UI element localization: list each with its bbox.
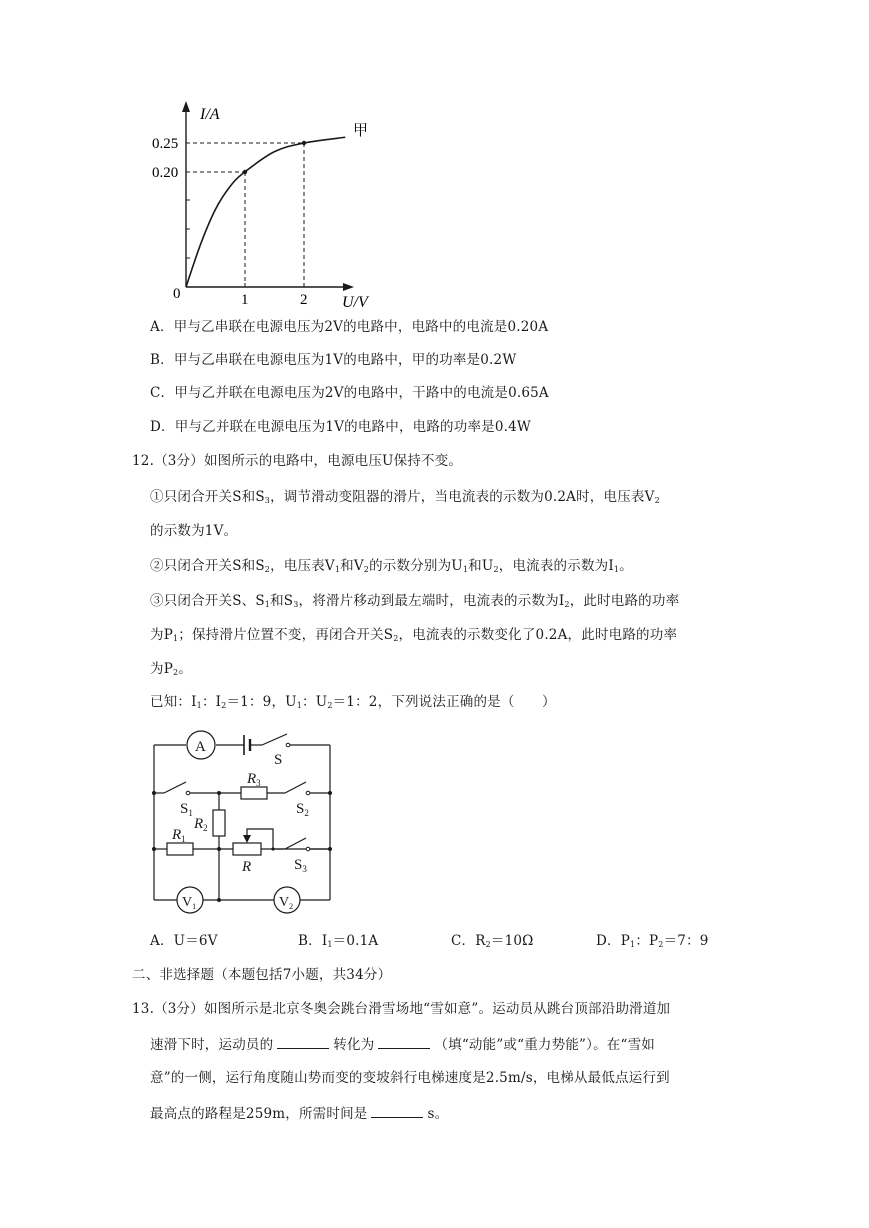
q12-option-c: C．$R_2=10\Omega$	[451, 933, 534, 949]
rheostat-slider-arrow	[243, 835, 251, 843]
curve-jia	[186, 137, 345, 287]
guide-lines	[186, 143, 304, 287]
q12-condition-1-line2: 的示数为1V。	[150, 523, 238, 539]
y-axis-arrow	[182, 101, 190, 112]
q12-stem: 12.（3分）如图所示的电路中，电源电压U保持不变。	[132, 453, 463, 469]
y-axis-label: I/A	[200, 106, 220, 123]
q12-known: 已知：$I_1$：$I_2=1$：9，$U_1$：$U_2=1$：2，下列说法正确的是（ ）	[150, 694, 556, 710]
switch-s-blade	[262, 734, 287, 745]
switch-s1-blade	[164, 782, 186, 793]
q13-blank-1[interactable]	[277, 1034, 329, 1049]
rheostat-label: R	[242, 859, 252, 875]
iu-graph	[0, 0, 869, 320]
x-tick-1: 1	[241, 292, 249, 308]
point-1v	[243, 170, 247, 174]
q11-option-b: B．甲与乙串联在电源电压为1V的电路中，甲的功率是0.2W	[150, 352, 517, 368]
q12-option-d: D．$P_1$：$P_2=7$：9	[596, 933, 709, 949]
r1-label: $R_1$	[172, 827, 186, 844]
q12-condition-3-line3: 为$P_2$。	[150, 661, 192, 677]
point-2v	[302, 141, 306, 145]
q12-option-b: B．$I_1=0.1A$	[298, 933, 379, 949]
curve-label: 甲	[353, 123, 369, 139]
resistor-r3	[241, 787, 267, 799]
x-axis-arrow	[343, 283, 354, 291]
q13-line2: 速滑下时，运动员的 转化为 （填“动能”或“重力势能”）。在“雪如	[150, 1034, 655, 1054]
ammeter-label: A	[195, 739, 206, 755]
q12-option-a: A．U＝6V	[150, 933, 218, 949]
q11-option-c: C．甲与乙并联在电源电压为2V的电路中，干路中的电流是0.65A	[150, 385, 549, 401]
q13-line1: 13.（3分）如图所示是北京冬奥会跳台滑雪场地“雪如意”。运动员从跳台顶部沿助滑道加	[132, 1001, 671, 1017]
origin-label: 0	[173, 286, 181, 302]
r3-label: $R_3$	[247, 771, 261, 788]
q13-line4: 最高点的路程是259m，所需时间是 s。	[150, 1103, 448, 1123]
circuit-diagram	[0, 725, 869, 945]
resistor-r1	[167, 843, 193, 855]
q12-condition-2: ②只闭合开关S和$S_2$，电压表$V_1$和$V_2$的示数分别为$U_1$和$U_2$，电流表的示数为$I_1$。	[150, 558, 633, 574]
q12-condition-3-line1: ③只闭合开关S、$S_1$和$S_3$，将滑片移动到最左端时，电流表的示数为$I_2$，此时电路的功率	[150, 593, 680, 609]
v2-label: $V_2$	[279, 895, 294, 911]
s3-label: $S_3$	[294, 857, 307, 874]
rheostat-slider	[247, 829, 273, 849]
s1-label: $S_1$	[180, 801, 193, 818]
q11-option-d: D．甲与乙并联在电源电压为1V的电路中，电路的功率是0.4W	[150, 419, 532, 435]
rheostat-r	[233, 843, 261, 855]
x-axis-label: U/V	[342, 294, 368, 311]
q13-line3: 意”的一侧，运行角度随山势而变的变坡斜行电梯速度是2.5m/s，电梯从最低点运行到	[150, 1070, 670, 1086]
r2-label: $R_2$	[194, 816, 208, 833]
switch-contacts	[186, 743, 310, 851]
q12-condition-3-line2: 为$P_1$；保持滑片位置不变，再闭合开关$S_2$，电流表的示数变化了0.2A，此时电路的功率	[150, 627, 678, 643]
s2-label: $S_2$	[296, 801, 309, 818]
y-tick-025: 0.25	[152, 136, 179, 152]
switch-s2-blade	[285, 782, 306, 793]
section-2-title: 二、非选择题（本题包括7小题，共34分）	[132, 967, 392, 983]
switch-s3-blade	[285, 838, 306, 849]
q13-blank-2[interactable]	[378, 1034, 430, 1049]
q11-option-a: A．甲与乙串联在电源电压为2V的电路中，电路中的电流是0.20A	[150, 319, 549, 335]
q13-blank-3[interactable]	[371, 1103, 423, 1118]
y-tick-020: 0.20	[152, 165, 179, 181]
q12-condition-1-line1: ①只闭合开关S和$S_3$，调节滑动变阻器的滑片，当电流表的示数为0.2A时，电压表$V_2$	[150, 489, 660, 505]
x-tick-2: 2	[300, 292, 308, 308]
switch-s-label: S	[274, 752, 283, 768]
resistor-r2	[213, 810, 225, 836]
v1-label: $V_1$	[182, 895, 197, 911]
